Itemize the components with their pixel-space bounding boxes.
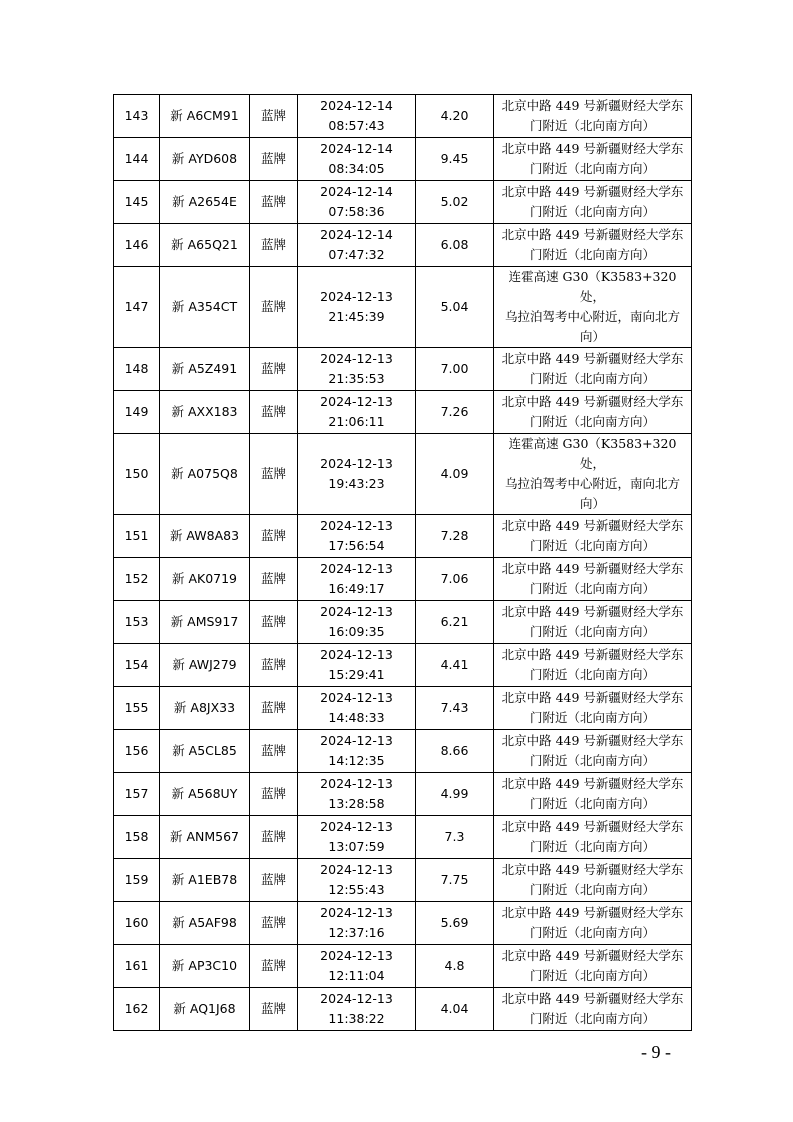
plate-cell: 新 AYD608 xyxy=(160,138,250,181)
location-line: 北京中路 449 号新疆财经大学东 xyxy=(501,561,684,576)
time-text: 08:57:43 xyxy=(328,118,385,133)
location-cell xyxy=(494,391,692,434)
date-text: 2024-12-14 xyxy=(320,141,393,156)
plate-color-cell: 蓝牌 xyxy=(250,138,298,181)
plate-cell: 新 AQ1J68 xyxy=(160,988,250,1031)
time-text: 15:29:41 xyxy=(328,667,385,682)
location-line: 北京中路 449 号新疆财经大学东 xyxy=(501,948,684,963)
value-cell: 7.43 xyxy=(416,687,494,730)
datetime-cell xyxy=(298,95,416,138)
table-row xyxy=(114,730,692,773)
location-cell xyxy=(494,601,692,644)
plate-color-cell: 蓝牌 xyxy=(250,558,298,601)
date-text: 2024-12-14 xyxy=(320,227,393,242)
plate-cell: 新 A568UY xyxy=(160,773,250,816)
date-text: 2024-12-13 xyxy=(320,604,393,619)
violation-table xyxy=(113,94,692,1031)
row-number-cell: 145 xyxy=(114,181,160,224)
datetime-cell xyxy=(298,224,416,267)
plate-color-cell: 蓝牌 xyxy=(250,816,298,859)
table-row xyxy=(114,138,692,181)
value-cell: 9.45 xyxy=(416,138,494,181)
location-line: 北京中路 449 号新疆财经大学东 xyxy=(501,227,684,242)
location-line: 门附近（北向南方向） xyxy=(529,968,655,983)
datetime-cell xyxy=(298,988,416,1031)
value-cell: 7.28 xyxy=(416,515,494,558)
table-row xyxy=(114,224,692,267)
time-text: 07:58:36 xyxy=(328,204,385,219)
location-line: 门附近（北向南方向） xyxy=(529,538,655,553)
plate-color-cell: 蓝牌 xyxy=(250,644,298,687)
row-number-cell: 158 xyxy=(114,816,160,859)
plate-cell: 新 A65Q21 xyxy=(160,224,250,267)
location-line: 北京中路 449 号新疆财经大学东 xyxy=(501,733,684,748)
page-number: - 9 - xyxy=(641,1042,671,1062)
plate-color-cell: 蓝牌 xyxy=(250,95,298,138)
plate-color-cell: 蓝牌 xyxy=(250,601,298,644)
plate-color-cell: 蓝牌 xyxy=(250,224,298,267)
table-row xyxy=(114,95,692,138)
location-line: 门附近（北向南方向） xyxy=(529,667,655,682)
row-number-cell: 149 xyxy=(114,391,160,434)
date-text: 2024-12-13 xyxy=(320,456,393,471)
plate-cell: 新 A075Q8 xyxy=(160,434,250,515)
location-line: 门附近（北向南方向） xyxy=(529,581,655,596)
value-cell: 4.04 xyxy=(416,988,494,1031)
time-text: 12:55:43 xyxy=(328,882,385,897)
row-number-cell: 150 xyxy=(114,434,160,515)
table-row xyxy=(114,391,692,434)
datetime-cell xyxy=(298,816,416,859)
plate-color-cell: 蓝牌 xyxy=(250,515,298,558)
date-text: 2024-12-13 xyxy=(320,905,393,920)
table-row xyxy=(114,988,692,1031)
date-text: 2024-12-13 xyxy=(320,289,393,304)
table-row xyxy=(114,773,692,816)
plate-color-cell: 蓝牌 xyxy=(250,730,298,773)
location-line: 北京中路 449 号新疆财经大学东 xyxy=(501,518,684,533)
plate-color-cell: 蓝牌 xyxy=(250,945,298,988)
location-cell xyxy=(494,95,692,138)
location-line: 门附近（北向南方向） xyxy=(529,839,655,854)
location-line: 北京中路 449 号新疆财经大学东 xyxy=(501,776,684,791)
location-line: 门附近（北向南方向） xyxy=(529,204,655,219)
table-row xyxy=(114,515,692,558)
value-cell: 8.66 xyxy=(416,730,494,773)
table-row xyxy=(114,816,692,859)
time-text: 12:37:16 xyxy=(328,925,385,940)
location-line: 门附近（北向南方向） xyxy=(529,925,655,940)
date-text: 2024-12-13 xyxy=(320,776,393,791)
plate-color-cell: 蓝牌 xyxy=(250,181,298,224)
date-text: 2024-12-13 xyxy=(320,948,393,963)
time-text: 14:48:33 xyxy=(328,710,385,725)
row-number-cell: 159 xyxy=(114,859,160,902)
plate-cell: 新 A5AF98 xyxy=(160,902,250,945)
location-line: 北京中路 449 号新疆财经大学东 xyxy=(501,862,684,877)
location-line: 北京中路 449 号新疆财经大学东 xyxy=(501,647,684,662)
plate-color-cell: 蓝牌 xyxy=(250,902,298,945)
date-text: 2024-12-13 xyxy=(320,561,393,576)
time-text: 13:28:58 xyxy=(328,796,385,811)
value-cell: 7.75 xyxy=(416,859,494,902)
plate-cell: 新 A5Z491 xyxy=(160,348,250,391)
plate-cell: 新 A8JX33 xyxy=(160,687,250,730)
location-cell xyxy=(494,181,692,224)
location-cell xyxy=(494,558,692,601)
value-cell: 5.04 xyxy=(416,267,494,348)
plate-cell: 新 A6CM91 xyxy=(160,95,250,138)
datetime-cell xyxy=(298,730,416,773)
datetime-cell xyxy=(298,859,416,902)
location-line: 门附近（北向南方向） xyxy=(529,710,655,725)
datetime-cell xyxy=(298,181,416,224)
plate-color-cell: 蓝牌 xyxy=(250,988,298,1031)
location-line: 门附近（北向南方向） xyxy=(529,118,655,133)
row-number-cell: 157 xyxy=(114,773,160,816)
location-line: 向） xyxy=(579,329,605,344)
plate-cell: 新 AW8A83 xyxy=(160,515,250,558)
location-line: 门附近（北向南方向） xyxy=(529,371,655,386)
location-line: 门附近（北向南方向） xyxy=(529,796,655,811)
location-line: 北京中路 449 号新疆财经大学东 xyxy=(501,351,684,366)
time-text: 14:12:35 xyxy=(328,753,385,768)
location-cell xyxy=(494,945,692,988)
location-line: 北京中路 449 号新疆财经大学东 xyxy=(501,819,684,834)
location-line: 门附近（北向南方向） xyxy=(529,414,655,429)
plate-color-cell: 蓝牌 xyxy=(250,434,298,515)
value-cell: 6.21 xyxy=(416,601,494,644)
plate-color-cell: 蓝牌 xyxy=(250,773,298,816)
time-text: 07:47:32 xyxy=(328,247,385,262)
location-cell xyxy=(494,773,692,816)
datetime-cell xyxy=(298,945,416,988)
time-text: 19:43:23 xyxy=(328,476,385,491)
value-cell: 7.3 xyxy=(416,816,494,859)
location-line: 北京中路 449 号新疆财经大学东 xyxy=(501,98,684,113)
value-cell: 5.69 xyxy=(416,902,494,945)
row-number-cell: 155 xyxy=(114,687,160,730)
row-number-cell: 143 xyxy=(114,95,160,138)
location-cell xyxy=(494,902,692,945)
datetime-cell xyxy=(298,902,416,945)
row-number-cell: 148 xyxy=(114,348,160,391)
location-cell xyxy=(494,224,692,267)
location-line: 北京中路 449 号新疆财经大学东 xyxy=(501,141,684,156)
datetime-cell xyxy=(298,687,416,730)
value-cell: 4.20 xyxy=(416,95,494,138)
plate-color-cell: 蓝牌 xyxy=(250,687,298,730)
datetime-cell xyxy=(298,644,416,687)
value-cell: 5.02 xyxy=(416,181,494,224)
datetime-cell xyxy=(298,558,416,601)
plate-cell: 新 AMS917 xyxy=(160,601,250,644)
plate-cell: 新 AP3C10 xyxy=(160,945,250,988)
row-number-cell: 151 xyxy=(114,515,160,558)
plate-cell: 新 A354CT xyxy=(160,267,250,348)
location-cell xyxy=(494,988,692,1031)
table-row xyxy=(114,945,692,988)
value-cell: 6.08 xyxy=(416,224,494,267)
time-text: 17:56:54 xyxy=(328,538,385,553)
location-line: 北京中路 449 号新疆财经大学东 xyxy=(501,991,684,1006)
row-number-cell: 160 xyxy=(114,902,160,945)
table-row xyxy=(114,434,692,515)
datetime-cell xyxy=(298,601,416,644)
time-text: 13:07:59 xyxy=(328,839,385,854)
location-line: 北京中路 449 号新疆财经大学东 xyxy=(501,604,684,619)
table-row xyxy=(114,601,692,644)
value-cell: 7.00 xyxy=(416,348,494,391)
plate-color-cell: 蓝牌 xyxy=(250,859,298,902)
table-row xyxy=(114,267,692,348)
table-row xyxy=(114,348,692,391)
datetime-cell xyxy=(298,348,416,391)
plate-cell: 新 A1EB78 xyxy=(160,859,250,902)
location-line: 门附近（北向南方向） xyxy=(529,1011,655,1026)
date-text: 2024-12-13 xyxy=(320,518,393,533)
location-cell xyxy=(494,348,692,391)
value-cell: 4.99 xyxy=(416,773,494,816)
row-number-cell: 146 xyxy=(114,224,160,267)
value-cell: 7.26 xyxy=(416,391,494,434)
plate-color-cell: 蓝牌 xyxy=(250,348,298,391)
location-line: 门附近（北向南方向） xyxy=(529,247,655,262)
date-text: 2024-12-13 xyxy=(320,394,393,409)
value-cell: 4.8 xyxy=(416,945,494,988)
plate-color-cell: 蓝牌 xyxy=(250,391,298,434)
row-number-cell: 162 xyxy=(114,988,160,1031)
plate-cell: 新 A2654E xyxy=(160,181,250,224)
location-line: 北京中路 449 号新疆财经大学东 xyxy=(501,690,684,705)
datetime-cell xyxy=(298,434,416,515)
date-text: 2024-12-13 xyxy=(320,819,393,834)
date-text: 2024-12-13 xyxy=(320,862,393,877)
table-row xyxy=(114,181,692,224)
date-text: 2024-12-13 xyxy=(320,733,393,748)
location-line: 乌拉泊驾考中心附近，南向北方 xyxy=(504,476,680,491)
location-line: 乌拉泊驾考中心附近，南向北方 xyxy=(504,309,680,324)
time-text: 21:06:11 xyxy=(328,414,385,429)
location-line: 北京中路 449 号新疆财经大学东 xyxy=(501,905,684,920)
table-row xyxy=(114,859,692,902)
plate-cell: 新 ANM567 xyxy=(160,816,250,859)
location-line: 门附近（北向南方向） xyxy=(529,753,655,768)
row-number-cell: 154 xyxy=(114,644,160,687)
datetime-cell xyxy=(298,773,416,816)
value-cell: 4.09 xyxy=(416,434,494,515)
location-cell xyxy=(494,644,692,687)
table-row xyxy=(114,902,692,945)
location-line: 门附近（北向南方向） xyxy=(529,882,655,897)
plate-cell: 新 AK0719 xyxy=(160,558,250,601)
date-text: 2024-12-13 xyxy=(320,991,393,1006)
date-text: 2024-12-13 xyxy=(320,351,393,366)
location-line: 门附近（北向南方向） xyxy=(529,624,655,639)
row-number-cell: 152 xyxy=(114,558,160,601)
location-line: 门附近（北向南方向） xyxy=(529,161,655,176)
time-text: 16:49:17 xyxy=(328,581,385,596)
location-cell xyxy=(494,859,692,902)
table-row xyxy=(114,644,692,687)
row-number-cell: 144 xyxy=(114,138,160,181)
location-line: 向） xyxy=(579,496,605,511)
time-text: 11:38:22 xyxy=(328,1011,385,1026)
location-cell xyxy=(494,267,692,348)
value-cell: 4.41 xyxy=(416,644,494,687)
row-number-cell: 153 xyxy=(114,601,160,644)
datetime-cell xyxy=(298,515,416,558)
location-line: 连霍高速 G30（K3583+320 处， xyxy=(508,269,677,304)
location-line: 连霍高速 G30（K3583+320 处， xyxy=(508,436,677,471)
table-body xyxy=(114,95,692,1031)
plate-color-cell: 蓝牌 xyxy=(250,267,298,348)
date-text: 2024-12-13 xyxy=(320,647,393,662)
table-row xyxy=(114,558,692,601)
location-cell xyxy=(494,138,692,181)
value-cell: 7.06 xyxy=(416,558,494,601)
location-cell xyxy=(494,515,692,558)
date-text: 2024-12-14 xyxy=(320,184,393,199)
datetime-cell xyxy=(298,391,416,434)
location-line: 北京中路 449 号新疆财经大学东 xyxy=(501,184,684,199)
datetime-cell xyxy=(298,267,416,348)
location-cell xyxy=(494,687,692,730)
table-row xyxy=(114,687,692,730)
row-number-cell: 161 xyxy=(114,945,160,988)
time-text: 08:34:05 xyxy=(328,161,385,176)
plate-cell: 新 AXX183 xyxy=(160,391,250,434)
plate-cell: 新 A5CL85 xyxy=(160,730,250,773)
row-number-cell: 147 xyxy=(114,267,160,348)
time-text: 16:09:35 xyxy=(328,624,385,639)
date-text: 2024-12-14 xyxy=(320,98,393,113)
date-text: 2024-12-13 xyxy=(320,690,393,705)
time-text: 21:35:53 xyxy=(328,371,385,386)
location-cell xyxy=(494,730,692,773)
time-text: 21:45:39 xyxy=(328,309,385,324)
location-line: 北京中路 449 号新疆财经大学东 xyxy=(501,394,684,409)
time-text: 12:11:04 xyxy=(328,968,385,983)
row-number-cell: 156 xyxy=(114,730,160,773)
location-cell xyxy=(494,816,692,859)
plate-cell: 新 AWJ279 xyxy=(160,644,250,687)
location-cell xyxy=(494,434,692,515)
datetime-cell xyxy=(298,138,416,181)
